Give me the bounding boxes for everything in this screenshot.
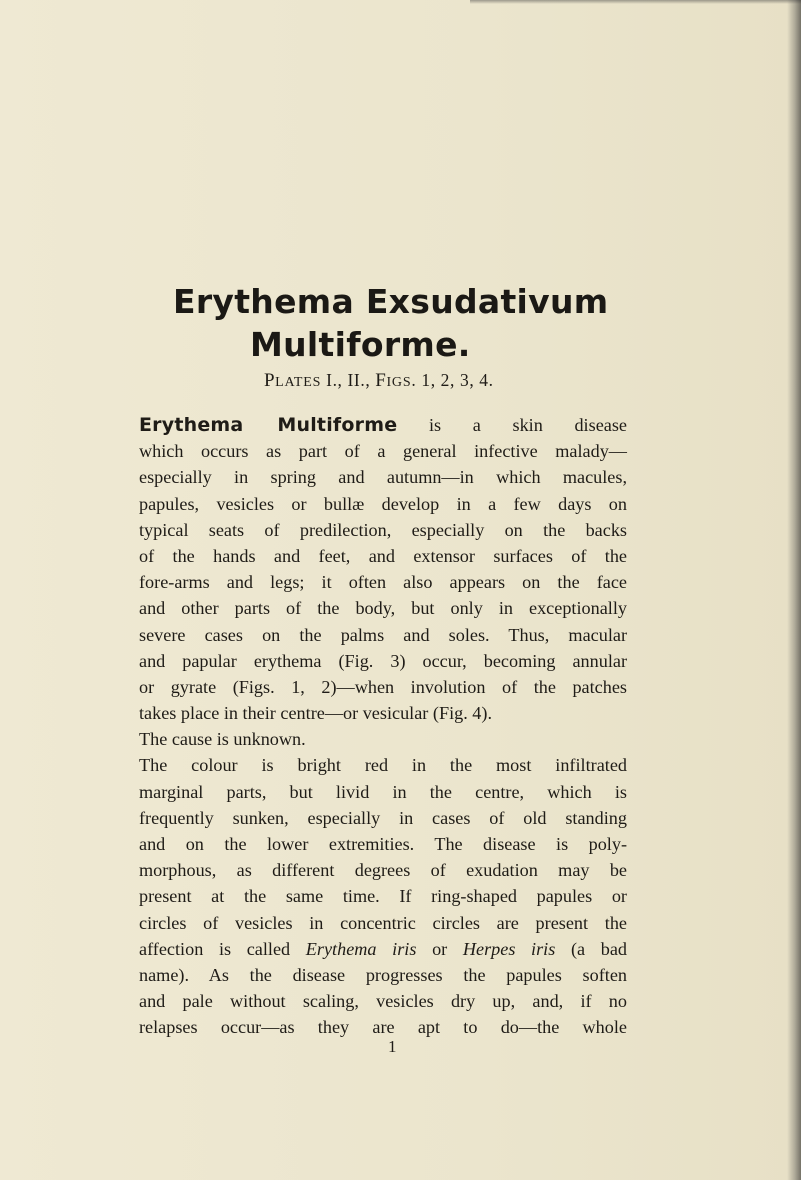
text-line-10: and papular erythema (Fig. 3) occur, becoming annular (139, 650, 627, 671)
page-number: 1 (388, 1037, 397, 1056)
chapter-title (173, 280, 733, 366)
figs-rest: IGS (386, 375, 412, 390)
text-line-5: typical seats of predilection, especially on the backs (139, 519, 627, 540)
plates-numerals: I., II., (321, 370, 376, 390)
text-line-4: papules, vesicles or bullæ develop in a few days on (139, 493, 627, 514)
text-line-16: frequently sunken, especially in cases of old standing (139, 807, 627, 828)
text-line-1-rest: is a skin disease (397, 415, 627, 435)
text-line-2: which occurs as part of a general infective malady— (139, 441, 627, 462)
body-text (139, 412, 627, 1041)
text-line-17: and on the lower extremities. The disease is poly- (139, 834, 627, 854)
text-line-14: The colour is bright red in the most infiltrated (139, 755, 627, 776)
text-line-18: morphous, as different degrees of exudation may be (139, 860, 627, 881)
chapter-title-line-1: Erythema Exsudativum (173, 282, 609, 321)
text-line-21 (139, 936, 627, 962)
text-line-11: or gyrate (Figs. 1, 2)—when involution of the patches (139, 676, 627, 697)
text-line-21-a: affection is called (139, 938, 306, 959)
plates-cap: P (264, 370, 276, 391)
text-line-22: name). As the disease progresses the papules soften (139, 964, 627, 985)
plates-reference (264, 370, 664, 392)
chapter-title-line-2: Multiforme. (250, 325, 471, 364)
text-line-13: The cause is unknown. (139, 729, 306, 750)
term-erythema-iris: Erythema iris (305, 938, 417, 959)
text-line-21-b: or (416, 938, 463, 959)
text-line-1 (139, 412, 627, 438)
page-top-shadow (470, 0, 801, 4)
figs-list: . 1, 2, 3, 4. (411, 370, 494, 390)
term-herpes-iris: Herpes iris (462, 938, 556, 959)
text-line-20: circles of vesicles in concentric circles are present the (139, 912, 627, 933)
figs-cap: F (375, 370, 387, 391)
text-line-23: and pale without scaling, vesicles dry up, and, if no (139, 991, 627, 1012)
plates-rest: LATES (275, 375, 322, 390)
page-right-shadow (787, 0, 801, 1180)
text-line-19: present at the same time. If ring-shaped papules or (139, 886, 627, 907)
text-line-7: fore-arms and legs; it often also appears on the face (139, 572, 627, 593)
text-line-3: especially in spring and autumn—in which macules, (139, 467, 627, 488)
text-line-15: marginal parts, but livid in the centre, which is (139, 781, 627, 802)
text-line-24: relapses occur—as they are apt to do—the whole (139, 1017, 627, 1038)
text-line-8: and other parts of the body, but only in exceptionally (139, 598, 627, 619)
text-line-9: severe cases on the palms and soles. Thus, macular (139, 624, 627, 645)
text-line-6: of the hands and feet, and extensor surfaces of the (139, 545, 627, 566)
lead-term: Erythema Multiforme (139, 414, 398, 436)
text-line-12: takes place in their centre—or vesicular (Fig. 4). (139, 703, 493, 724)
text-line-21-c: (a bad (555, 938, 628, 959)
